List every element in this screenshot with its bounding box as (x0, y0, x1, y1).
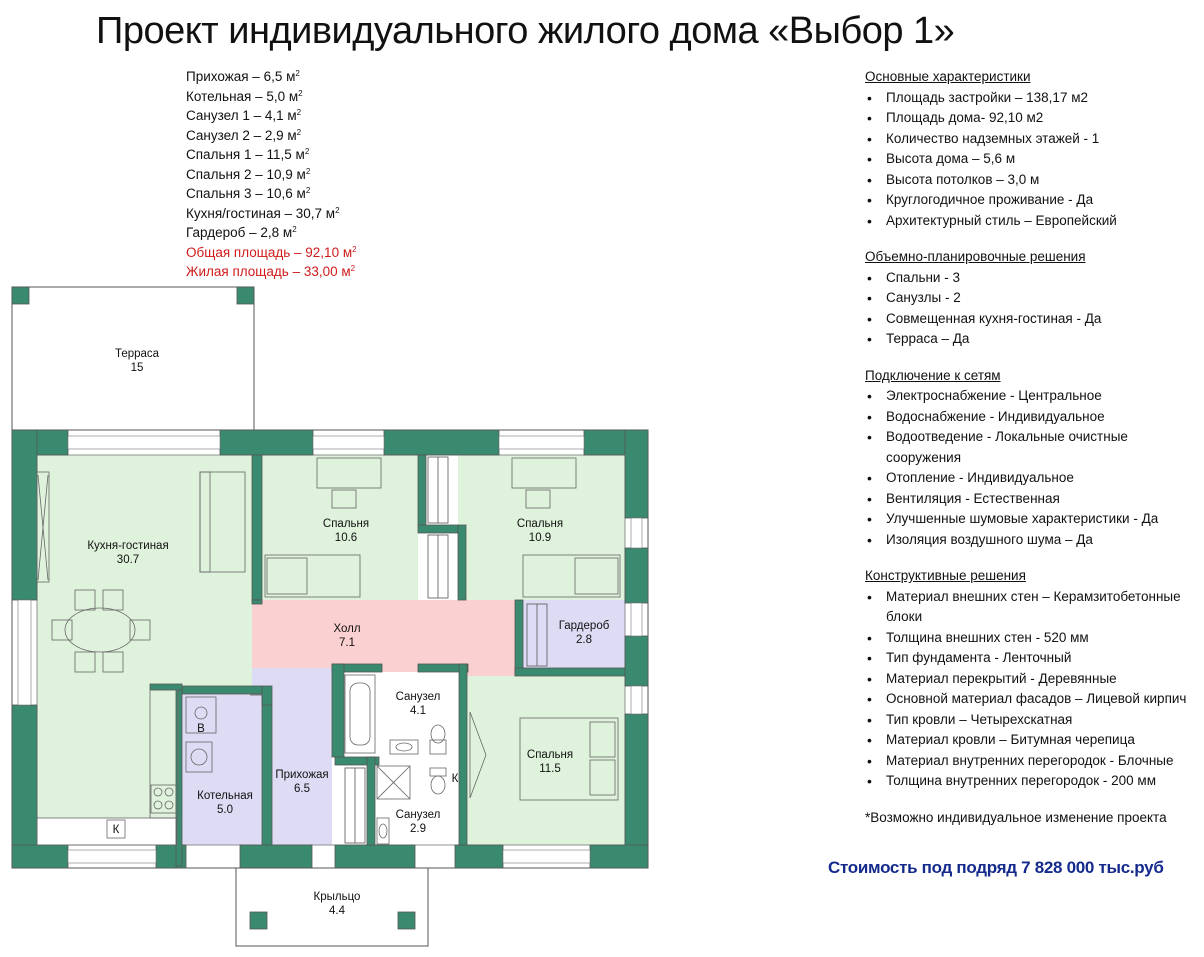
room-name-bath2: Санузел (395, 809, 441, 821)
porch-post (398, 912, 415, 929)
area-text: Котельная – 5,0 м (186, 88, 299, 104)
area-text: Кухня/гостиная – 30,7 м (186, 205, 336, 221)
room-area-porch: 4.4 (329, 905, 345, 917)
area-text: Жилая площадь – 33,00 м (186, 264, 351, 279)
spec-item: • Терраса – Да (865, 329, 1204, 350)
room-name-wardrobe: Гардероб (558, 620, 610, 632)
area-text: Спальня 3 – 10,6 м (186, 186, 306, 201)
bath1-floor (344, 672, 459, 757)
room-area-bed3: 10.6 (334, 532, 358, 544)
room-area-kitchen: 30.7 (116, 554, 140, 566)
section-heading: Объемно-планировочные решения (865, 249, 1086, 264)
room-name-bed3: Спальня (322, 518, 370, 530)
room-name-hall: Холл (333, 623, 361, 635)
spec-item: • Тип фундамента - Ленточный (865, 648, 1204, 669)
boiler-floor (182, 686, 262, 845)
room-name-bath1: Санузел (395, 691, 441, 703)
room-name-bed2: Спальня (516, 518, 564, 530)
spec-item: • Электроснабжение - Центральное (865, 386, 1204, 407)
area-unit-superscript: 2 (296, 127, 302, 137)
room-area-wardrobe: 2.8 (576, 634, 592, 646)
area-unit-superscript: 2 (304, 147, 310, 156)
spec-item: • Совмещенная кухня-гостиная - Да (865, 309, 1204, 330)
spec-item: • Материал внешних стен – Керамзитобетонные блоки (865, 587, 1204, 628)
spec-item: • Толщина внешних стен - 520 мм (865, 628, 1204, 649)
area-unit-superscript: 2 (352, 244, 357, 254)
wardrobe-floor (515, 600, 625, 675)
area-text: Санузел 1 – 4,1 м (186, 108, 297, 123)
area-unit-superscript: 2 (295, 69, 300, 78)
section-heading: Подключение к сетям (865, 367, 1001, 383)
price-text: Стоимость под подряд 7 828 000 тыс.руб (828, 858, 1164, 877)
spec-item: • Отопление - Индивидуальное (865, 468, 1204, 489)
spec-item: • Спальни - 3 (865, 268, 1204, 289)
room-area-bed2: 10.9 (528, 532, 552, 544)
room-name-entry: Прихожая (275, 769, 329, 781)
spec-item: • Улучшенные шумовые характеристики - Да (865, 509, 1204, 530)
area-text: Спальня 1 – 11,5 м (186, 147, 305, 162)
spec-item: • Площадь дома- 92,10 м2 (865, 108, 1204, 129)
room-name-terrace: Терраса (114, 348, 160, 360)
area-unit-superscript: 2 (292, 225, 297, 234)
area-unit-superscript: 2 (305, 166, 311, 176)
section-heading: Основные характеристики (865, 69, 1031, 84)
room-area-bath2: 2.9 (410, 823, 426, 835)
terrace-post (237, 287, 254, 304)
porch-post (250, 912, 267, 929)
spec-item: • Водоснабжение - Индивидуальное (865, 407, 1204, 428)
section-heading: Конструктивные решения (865, 568, 1026, 583)
spec-item: • Вентиляция - Естественная (865, 489, 1204, 510)
spec-item: • Материал перекрытий - Деревянные (865, 669, 1204, 690)
area-text: Общая площадь – 92,10 м (186, 244, 353, 260)
area-unit-superscript: 2 (296, 108, 302, 117)
area-unit-superscript: 2 (350, 264, 356, 273)
room-name-boiler: Котельная (197, 790, 253, 802)
spec-item: • Тип кровли – Четырехскатная (865, 710, 1204, 731)
area-unit-superscript: 2 (305, 186, 311, 195)
terrace-post (12, 287, 29, 304)
spec-item: • Архитектурный стиль – Европейский (865, 211, 1204, 232)
cooker-label: К (112, 824, 120, 836)
page-title: Проект индивидуального жилого дома «Выбор 1» (96, 10, 955, 52)
spec-item: • Основной материал фасадов – Лицевой кирпич (865, 689, 1204, 710)
spec-item: • Материал кровли – Битумная черепица (865, 730, 1204, 751)
spec-item: • Площадь застройки – 138,17 м2 (865, 88, 1204, 109)
area-unit-superscript: 2 (335, 205, 340, 215)
spec-item: • Изоляция воздушного шума – Да (865, 530, 1204, 551)
spec-item: • Высота потолков – 3,0 м (865, 170, 1204, 191)
room-name-bed1: Спальня (526, 749, 574, 761)
room-area-terrace: 15 (130, 362, 144, 374)
boiler-label: В (197, 723, 205, 735)
spec-item: • Толщина внутренних перегородок - 200 мм (865, 771, 1204, 792)
area-text: Санузел 2 – 2,9 м (186, 127, 297, 143)
room-area-boiler: 5.0 (217, 804, 233, 816)
spec-item: • Санузлы - 2 (865, 288, 1204, 309)
toilet2-label: К (451, 773, 459, 785)
room-area-entry: 6.5 (294, 783, 310, 795)
spec-item: • Количество надземных этажей - 1 (865, 129, 1204, 150)
room-area-hall: 7.1 (339, 637, 355, 649)
note-text: *Возможно индивидуальное изменение проекта (865, 809, 1167, 825)
area-text: Прихожая – 6,5 м (186, 69, 296, 84)
spec-item: • Круглогодичное проживание - Да (865, 190, 1204, 211)
area-text: Спальня 2 – 10,9 м (186, 166, 306, 182)
spec-item: • Водоотведение - Локальные очистные сооружения (865, 427, 1204, 468)
area-text: Гардероб – 2,8 м (186, 225, 293, 240)
spec-item: • Материал внутренних перегородок - Блочные (865, 751, 1204, 772)
room-area-bed1: 11.5 (539, 763, 561, 775)
room-area-bath1: 4.1 (410, 705, 426, 717)
room-name-kitchen: Кухня-гостиная (87, 540, 169, 552)
area-unit-superscript: 2 (298, 88, 303, 98)
room-name-porch: Крыльцо (313, 891, 361, 903)
spec-item: • Высота дома – 5,6 м (865, 149, 1204, 170)
hall-floor (252, 600, 515, 668)
